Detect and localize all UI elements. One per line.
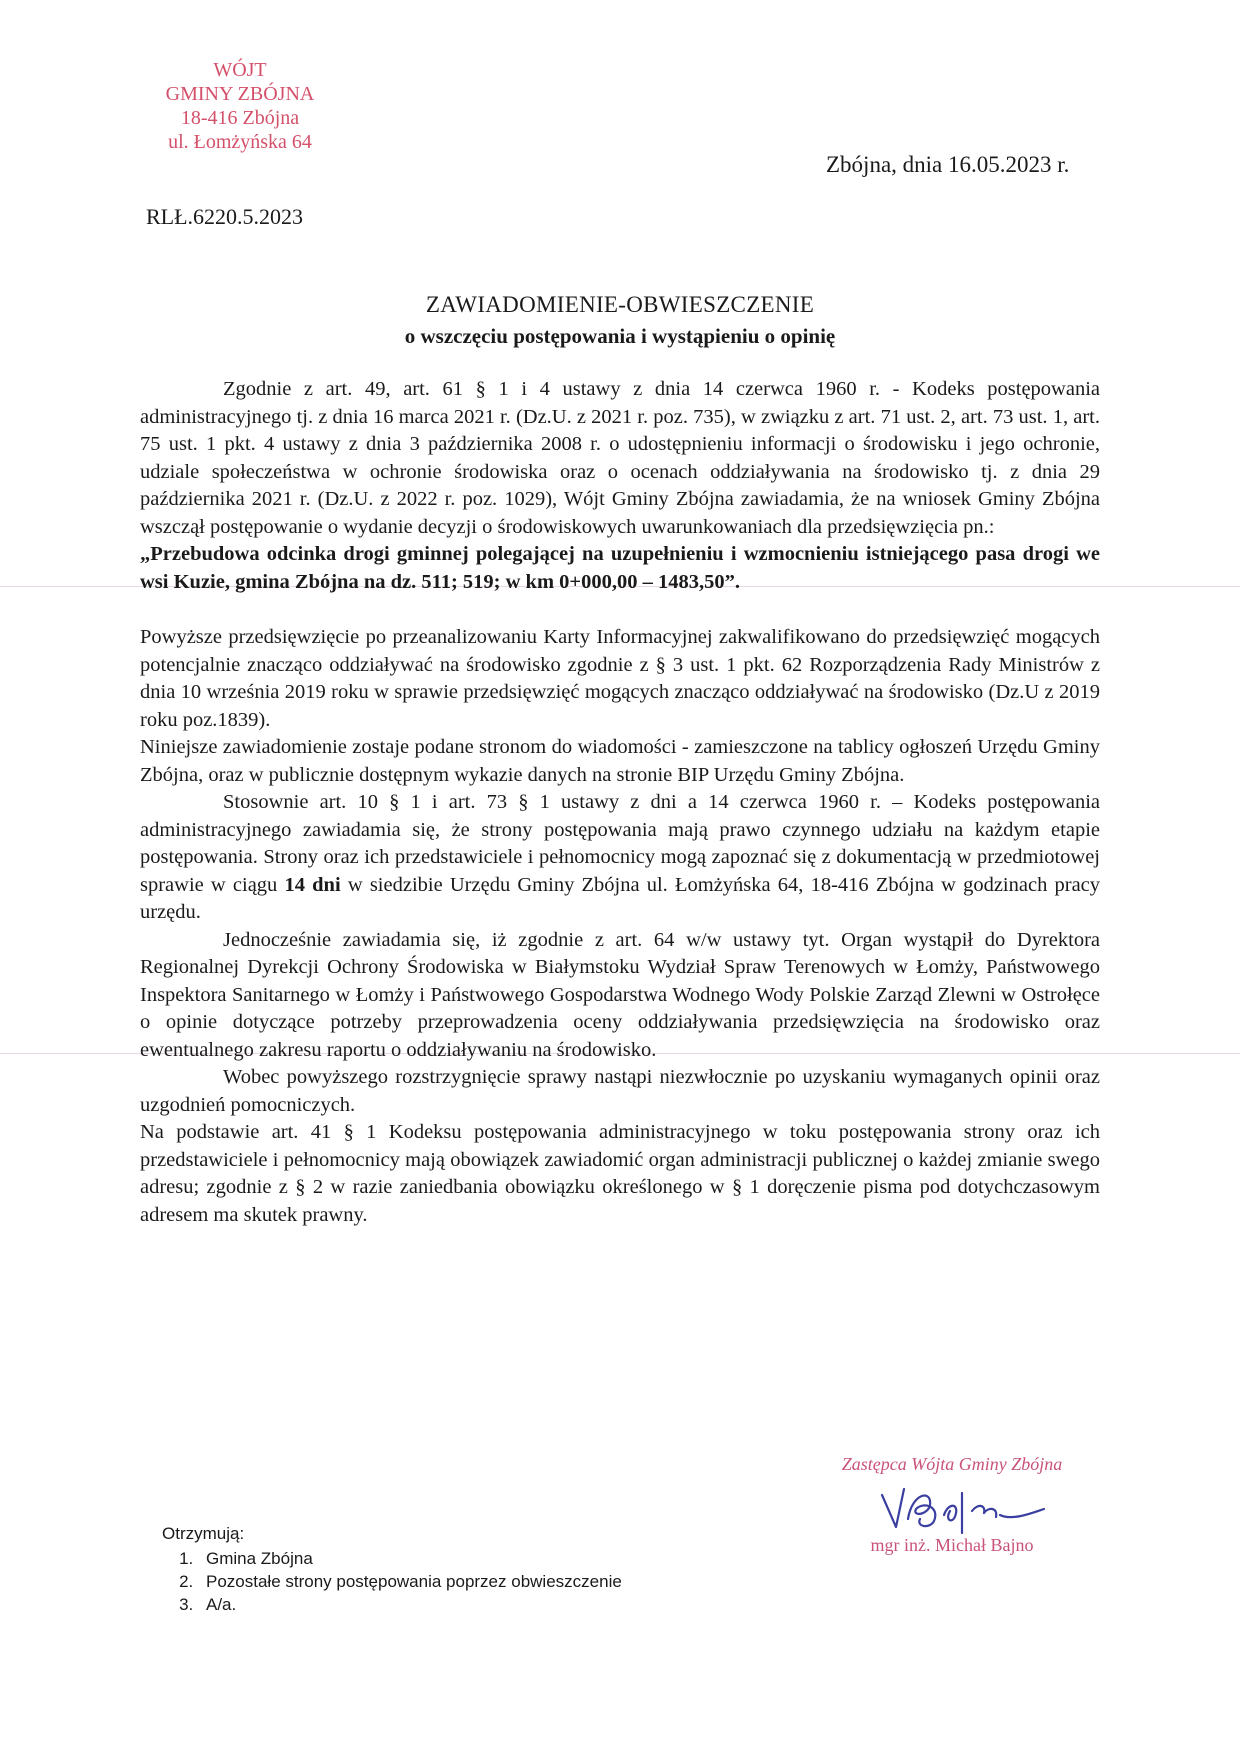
stamp-line: GMINY ZBÓJNA xyxy=(165,83,315,105)
document-title: ZAWIADOMIENIE-OBWIESZCZENIE xyxy=(425,292,815,317)
signatory-role: Zastępca Wójta Gminy Zbójna xyxy=(841,1454,1063,1474)
paragraph xyxy=(140,789,1100,927)
list-item: 1. Gmina Zbójna xyxy=(198,1547,622,1570)
paragraph: Na podstawie art. 41 § 1 Kodeksu postępowania administracyjnego w toku postępowania strony oraz ich przedstawiciele i pełnomocnicy mają obowiązek zawiadomić organ administracji publicznej o każdej zmianie swego adresu; zgodnie z § 2 w razie zaniedbania obowiązku określonego w § 1 doręczenie pisma pod dotychczasowym adresem ma skutek prawny. xyxy=(140,1121,1100,1226)
signatory-name: mgr inż. Michał Bajno xyxy=(870,1535,1034,1555)
reference-number: RLŁ.6220.5.2023 xyxy=(146,204,304,229)
document-heading xyxy=(0,292,1240,349)
handwritten-signature xyxy=(812,1475,1092,1535)
paragraph: Powyższe przedsięwzięcie po przeanalizowaniu Karty Informacyjnej zakwalifikowano do przedsięwzięć mogących potencjalnie znacząco oddziaływać na środowisko zgodnie z § 3 ust. 1 pkt. 62 Rozporządzenia Rady Ministrów z dnia 10 września 2019 roku w sprawie przedsięwzięć mogących znacząco oddziaływać na środowisko (Dz.U z 2019 roku poz.1839). xyxy=(140,626,1100,731)
project-name: „Przebudowa odcinka drogi gminnej polegającej na uzupełnieniu i wzmocnieniu istniejącego pasa drogi we wsi Kuzie, gmina Zbójna na dz. 511; 519; w km 0+000,00 – 1483,50”. xyxy=(140,543,1100,593)
signature-block xyxy=(812,1454,1092,1556)
document-subtitle: o wszczęciu postępowania i wystąpieniu o opinię xyxy=(404,324,836,348)
paragraph: Niniejsze zawiadomienie zostaje podane stronom do wiadomości - zamieszczone na tablicy ogłoszeń Urzędu Gminy Zbójna, oraz w publicznie dostępnym wykazie danych na stronie BIP Urzędu Gminy Zbójna. xyxy=(140,736,1100,786)
list-item: 3. A/a. xyxy=(198,1593,622,1616)
paragraph: Zgodnie z art. 49, art. 61 § 1 i 4 ustawy z dnia 14 czerwca 1960 r. - Kodeks postępowania administracyjnego tj. z dnia 16 marca 2021 r. (Dz.U. z 2021 r. poz. 735), w związku z art. 71 ust. 2, art. 73 ust. 1, art. 75 ust. 1 pkt. 4 ustawy z dnia 3 października 2008 r. o udostępnieniu informacji o środowisku i jego ochronie, udziale społeczeństwa w ochronie środowiska oraz o ocenach oddziaływania na środowisko tj. z dnia 29 października 2021 r. (Dz.U. z 2022 r. poz. 1029), Wójt Gminy Zbójna zawiadamia, że na wniosek Gminy Zbójna wszczął postępowanie o wydanie decyzji o środowiskowych uwarunkowaniach dla przedsięwzięcia pn.: xyxy=(140,378,1100,538)
paragraph: Wobec powyższego rozstrzygnięcie sprawy nastąpi niezwłocznie po uzyskaniu wymaganych opinii oraz uzgodnień pomocniczych. xyxy=(140,1066,1100,1116)
stamp-line: ul. Łomżyńska 64 xyxy=(168,131,312,153)
paragraph: Jednocześnie zawiadamia się, iż zgodnie z art. 64 w/w ustawy tyt. Organ wystąpił do Dyrektora Regionalnej Dyrekcji Ochrony Środowiska w Białymstoku Wydział Spraw Terenowych w Łomży, Państwowego Inspektora Sanitarnego w Łomży i Państwowego Gospodarstwa Wodnego Wody Polskie Zarząd Zlewni w Ostrołęce o opinie dotyczące potrzeby przeprowadzenia oceny oddziaływania przedsięwzięcia na środowisko oraz ewentualnego zakresu raportu o oddziaływaniu na środowisko. xyxy=(140,928,1100,1061)
stamp-line: WÓJT xyxy=(213,59,267,81)
recipients-label: Otrzymują: xyxy=(162,1524,245,1543)
deadline-highlight: 14 dni xyxy=(284,873,341,896)
recipients-list xyxy=(162,1522,622,1616)
office-stamp xyxy=(140,58,340,154)
paragraph-text: w siedzibie Urzędu Gminy Zbójna ul. Łomżyńska 64, 18-416 Zbójna w godzinach pracy urzędu. xyxy=(140,873,1101,923)
document-date: Zbójna, dnia 16.05.2023 r. xyxy=(826,152,1070,177)
document-body xyxy=(140,376,1100,1229)
list-item: 2. Pozostałe strony postępowania poprzez obwieszczenie xyxy=(198,1570,622,1593)
stamp-line: 18-416 Zbójna xyxy=(180,107,300,129)
paragraph-text: Stosownie art. 10 § 1 i art. 73 § 1 ustawy z dni a 14 czerwca 1960 r. – Kodeks postępowania administracyjnego zawiadamia się, że strony postępowania mają prawo czynnego udziału na każdym etapie postępowania. Strony oraz ich przedstawiciele i pełnomocnicy mogą zapoznać się z dokumentacją w przedmiotowej sprawie w ciągu xyxy=(140,791,1100,896)
